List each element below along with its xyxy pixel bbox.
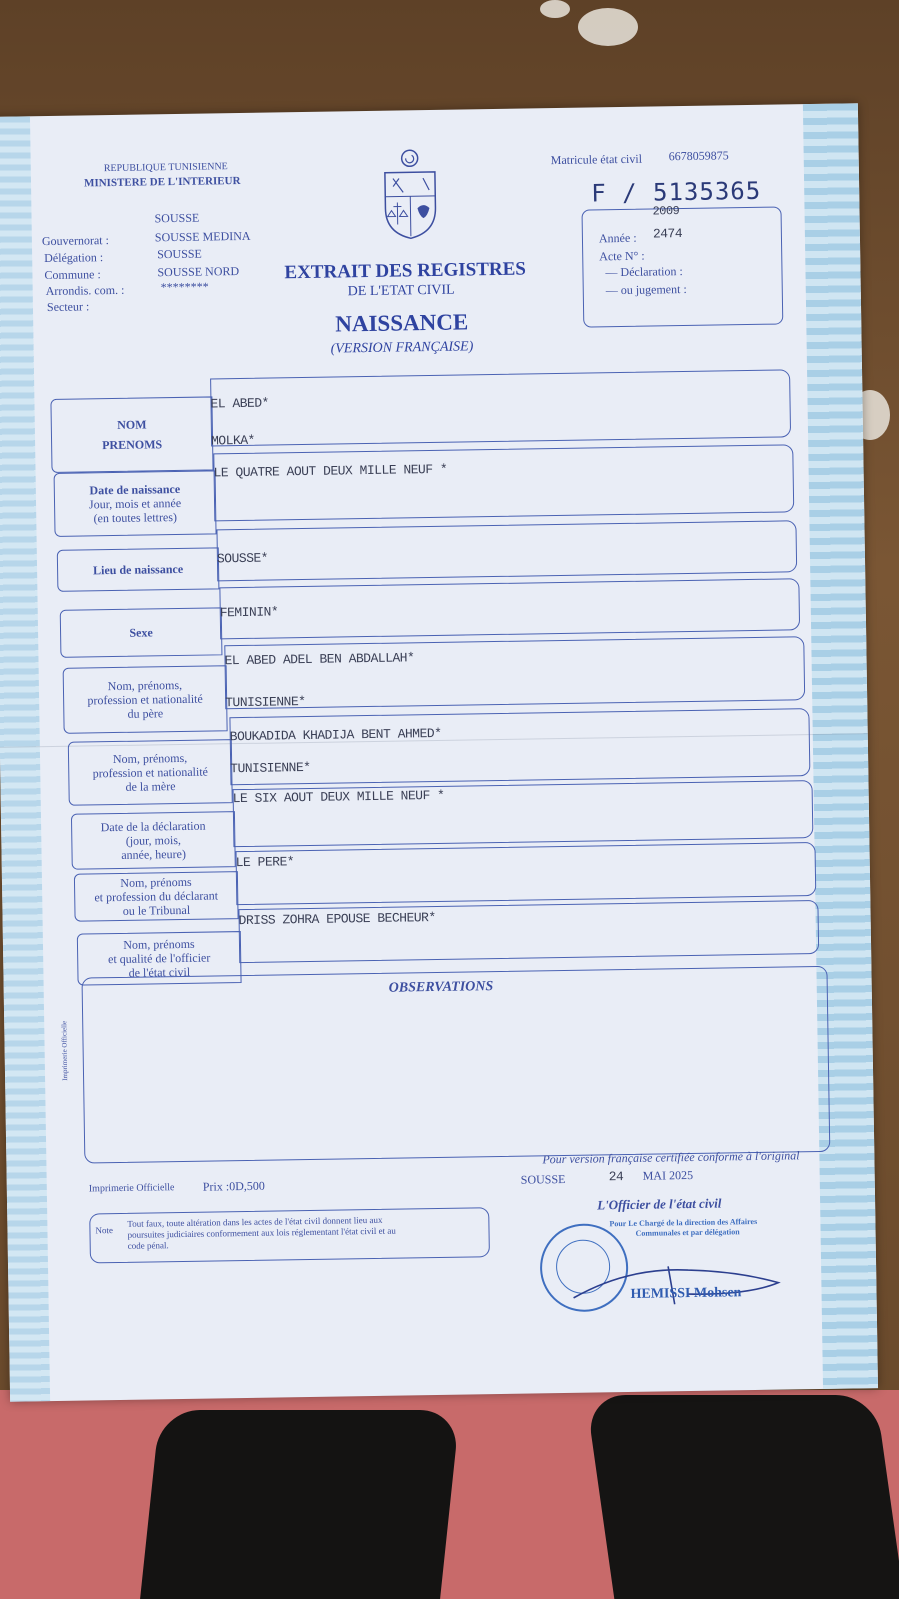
document-version: (VERSION FRANÇAISE) bbox=[330, 339, 474, 357]
pere-label-line1: Nom, prénoms, bbox=[107, 677, 183, 694]
declarant-label-line2: et profession du déclarant bbox=[94, 888, 219, 905]
delegation-label: Délégation : bbox=[44, 250, 104, 266]
document-title: EXTRAIT DES REGISTRES bbox=[284, 258, 527, 284]
acte-label: Acte N° : bbox=[599, 248, 645, 264]
officier-value: DRISS ZOHRA EPOUSE BECHEUR* bbox=[238, 909, 436, 929]
arrondis-value: ******** bbox=[160, 279, 209, 295]
mere-name: BOUKADIDA KHADIJA BENT AHMED* bbox=[229, 725, 442, 745]
declaration-date-value: LE SIX AOUT DEUX MILLE NEUF * bbox=[232, 787, 445, 807]
sexe-label: Sexe bbox=[129, 625, 153, 640]
mere-value-box bbox=[229, 708, 810, 785]
birth-certificate bbox=[0, 103, 878, 1401]
signatory-name: HEMISSI Mohsen bbox=[630, 1285, 742, 1302]
declarant-value-box bbox=[236, 842, 817, 905]
gouvernorat-label: Gouvernorat : bbox=[41, 233, 110, 249]
prenoms-label: PRENOMS bbox=[102, 437, 163, 453]
nom-label: NOM bbox=[117, 417, 147, 432]
paint-stain bbox=[540, 0, 570, 18]
decl-label-line1: Date de la déclaration bbox=[100, 818, 206, 835]
pere-value-box bbox=[224, 636, 805, 709]
officier-label-line1: Nom, prénoms bbox=[123, 936, 195, 952]
stamp-line1: Pour Le Chargé de la direction des Affaires bbox=[609, 1216, 758, 1229]
observations-label: OBSERVATIONS bbox=[388, 979, 494, 996]
matricule-value: 6678059875 bbox=[668, 148, 729, 164]
sexe-value-box bbox=[219, 578, 800, 639]
sexe-label-box bbox=[60, 607, 223, 658]
declaration-date-label-box bbox=[71, 811, 236, 870]
secteur-label: Secteur : bbox=[46, 299, 90, 315]
stamp-line2: Communales et par délégation bbox=[635, 1227, 740, 1238]
annee-label: Année : bbox=[598, 230, 637, 246]
lieu-value-box bbox=[216, 520, 797, 581]
date-month-year: MAI 2025 bbox=[642, 1167, 694, 1183]
nom-prenoms-label-box bbox=[50, 396, 213, 473]
place-label: SOUSSE bbox=[520, 1171, 566, 1187]
declarant-value: LE PERE* bbox=[235, 854, 295, 871]
pere-label-line2: profession et nationalité bbox=[87, 691, 203, 708]
declaration-label: — Déclaration : bbox=[605, 264, 683, 280]
acte-number: 2474 bbox=[652, 226, 683, 242]
dob-value-box bbox=[213, 444, 794, 521]
officier-title: L'Officier de l'état civil bbox=[597, 1195, 722, 1213]
declarant-label-line1: Nom, prénoms bbox=[120, 874, 192, 890]
note-label: Note bbox=[95, 1225, 114, 1236]
certification-text: Pour version française certifiée conforme à l'original bbox=[542, 1148, 800, 1167]
lieu-value: SOUSSE* bbox=[216, 550, 269, 567]
commune-label: Commune : bbox=[44, 267, 101, 283]
certificate-number: F / 5135365 bbox=[591, 176, 762, 208]
acte-year: 2009 bbox=[652, 204, 680, 219]
note-line3: code pénal. bbox=[127, 1240, 169, 1251]
document-type: NAISSANCE bbox=[335, 309, 469, 337]
dob-label-line3: (en toutes lettres) bbox=[93, 510, 178, 526]
commune-value: SOUSSE NORD bbox=[157, 264, 240, 280]
pere-nationality: TUNISIENNE* bbox=[225, 694, 306, 711]
sexe-value: FEMININ* bbox=[219, 604, 279, 621]
dob-label-box bbox=[54, 470, 217, 537]
declarant-label-box bbox=[74, 871, 239, 922]
dob-label: Date de naissance bbox=[89, 481, 181, 498]
nom-value: EL ABED* bbox=[210, 395, 270, 412]
decl-label-line3: année, heure) bbox=[121, 846, 186, 862]
admin-top-value: SOUSSE bbox=[154, 210, 200, 226]
mere-nationality: TUNISIENNE* bbox=[230, 759, 311, 777]
decorative-border-left bbox=[0, 116, 50, 1401]
mere-label-line1: Nom, prénoms, bbox=[112, 750, 188, 767]
prix-label: Prix :0D,500 bbox=[202, 1178, 265, 1194]
person-leg-right bbox=[586, 1395, 899, 1599]
lieu-label: Lieu de naissance bbox=[92, 561, 184, 578]
paint-stain bbox=[578, 8, 638, 46]
matricule-label: Matricule état civil bbox=[550, 151, 643, 168]
pere-name: EL ABED ADEL BEN ABDALLAH* bbox=[224, 650, 415, 669]
note-line2: poursuites judiciaires conformement aux lois réglementant l'état civil et au bbox=[127, 1225, 396, 1240]
dob-value: LE QUATRE AOUT DEUX MILLE NEUF * bbox=[213, 461, 448, 481]
prenoms-value: MOLKA* bbox=[210, 432, 256, 449]
officier-label-line3: de l'état civil bbox=[128, 964, 191, 980]
mere-label-line3: de la mère bbox=[125, 779, 176, 794]
republic-label: REPUBLIQUE TUNISIENNE bbox=[103, 161, 228, 175]
side-imprint: Imprimerie Officielle bbox=[60, 1020, 70, 1081]
lieu-label-box bbox=[57, 547, 220, 592]
arrondis-label: Arrondis. com. : bbox=[45, 282, 125, 299]
imprimerie-label: Imprimerie Officielle bbox=[88, 1182, 175, 1195]
decl-label-line2: (jour, mois, bbox=[125, 832, 182, 848]
dob-label-line2: Jour, mois et année bbox=[88, 495, 182, 512]
gouvernorat-value: SOUSSE MEDINA bbox=[154, 228, 251, 245]
pere-label-line3: du père bbox=[127, 706, 164, 721]
note-line1: Tout faux, toute altération dans les actes de l'état civil donnent lieu aux bbox=[127, 1214, 383, 1229]
person-leg-left bbox=[140, 1410, 460, 1599]
ministry-label: MINISTERE DE L'INTERIEUR bbox=[83, 174, 241, 190]
jugement-label: — ou jugement : bbox=[605, 281, 687, 298]
officier-value-box bbox=[238, 900, 819, 963]
mere-label-box bbox=[68, 739, 233, 806]
nom-prenoms-value-box bbox=[210, 369, 791, 446]
mere-label-line2: profession et nationalité bbox=[92, 764, 209, 781]
officier-label-line2: et qualité de l'officier bbox=[107, 950, 211, 967]
tunisia-coat-of-arms-icon bbox=[379, 148, 442, 241]
document-subtitle: DE L'ETAT CIVIL bbox=[347, 282, 455, 300]
delegation-value: SOUSSE bbox=[157, 246, 202, 262]
pere-label-box bbox=[63, 665, 228, 734]
date-day: 24 bbox=[608, 1169, 624, 1185]
declarant-label-line3: ou le Tribunal bbox=[122, 902, 191, 918]
